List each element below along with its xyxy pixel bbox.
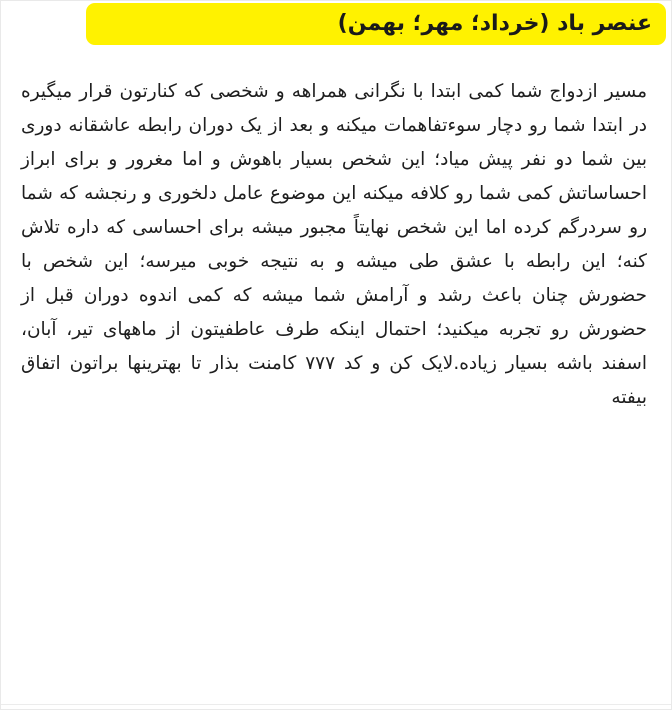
card-body-text: مسیر ازدواج شما کمی ابتدا با نگرانی همراهه و شخصی که کنارتون قرار میگیره در ابتدا شما رو دچار سوءتفاهمات میکنه و بعد از یک دوران رابطه عاشقانه دوری بین شما دو نفر پیش میاد؛ این شخص بسیار باهوش و اما مغرور و برای ابراز احساساتش کمی شما رو کلافه میکنه این موضوع عامل دلخوری و رنجشه که شما رو سردرگم کرده اما این شخص نهایتاً مجبور میشه برای احساسی که داره تلاش کنه؛ این رابطه با عشق طی میشه و به نتیجه خوبی میرسه؛ این شخص با حضورش چنان باعث رشد و آرامش شما میشه که کمی اندوه دوران قبل از حضورش رو تجربه میکنید؛ احتمال اینکه طرف عاطفیتون از ماههای تیر، آبان، اسفند باشه بسیار زیاده.لایک کن و کد ۷۷۷ کامنت بذار تا بهترینها براتون اتفاق بیفته: [21, 81, 647, 408]
title-banner: [86, 3, 666, 45]
card-title: عنصر باد (خرداد؛ مهر؛ بهمن): [337, 11, 652, 36]
bottom-divider: [1, 704, 671, 705]
